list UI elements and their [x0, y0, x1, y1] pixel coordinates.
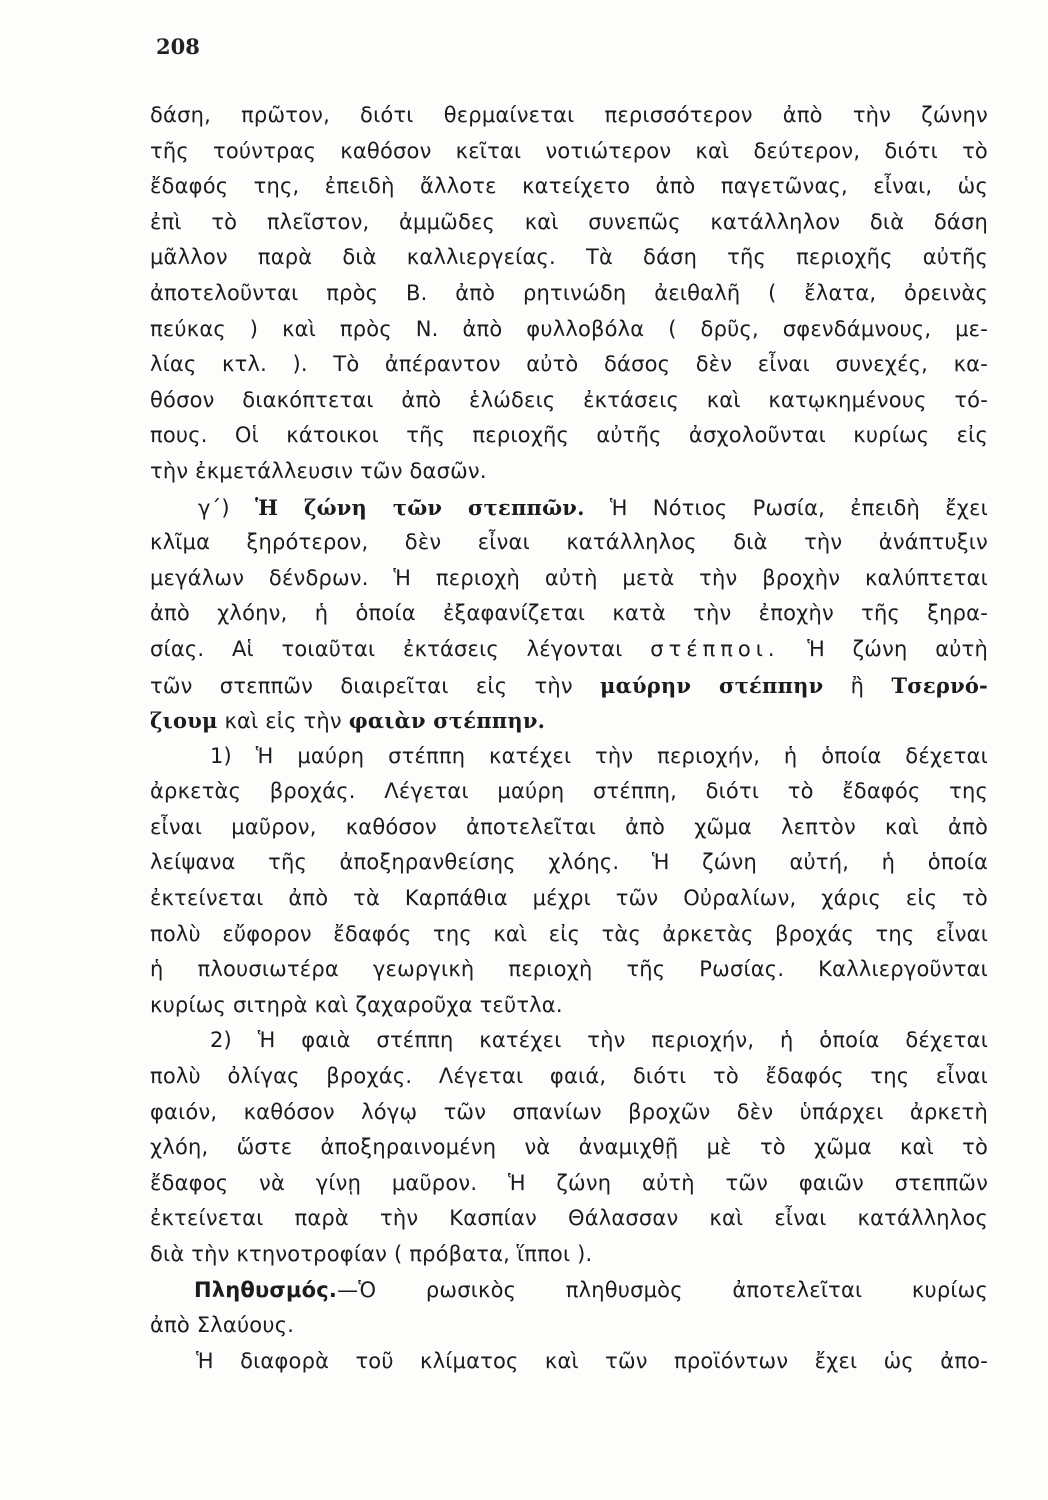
text-line: ἀπὸ χλόην, ἡ ὁποία ἐξαφανίζεται κατὰ τὴν ἐποχὴν τῆς ξηρα-	[150, 601, 988, 626]
text-line: ἔδαφός της, ἐπειδὴ ἄλλοτε κατείχετο ἀπὸ παγετῶνας, εἶναι, ὡς	[150, 174, 988, 199]
bold-term: ζιουμ	[150, 708, 218, 734]
text-line: ἔδαφος νὰ γίνῃ μαῦρον. Ἡ ζώνη αὐτὴ τῶν φαιῶν στεππῶν	[150, 1170, 988, 1195]
bold-term: Τσερνό-	[891, 672, 988, 698]
text-segment: τῶν στεππῶν διαιρεῖται εἰς τὴν	[150, 673, 573, 698]
text-line: χλόη, ὥστε ἀποξηραινομένη νὰ ἀναμιχθῇ μὲ τὸ χῶμα καὶ τὸ	[150, 1135, 988, 1160]
text-line: διὰ τὴν κτηνοτροφίαν ( πρόβατα, ἵπποι ).	[150, 1242, 593, 1266]
text-segment: Ἡ Νότιος Ρωσία, ἐπειδὴ ἔχει	[609, 495, 988, 520]
text-segment: καὶ εἰς τὴν	[224, 709, 342, 734]
text-line: ἐκτείνεται ἀπὸ τὰ Καρπάθια μέχρι τῶν Οὐραλίων, χάρις εἰς τὸ	[150, 886, 988, 911]
bold-term: μαύρην στέππην	[600, 672, 824, 698]
population-heading: Πληθυσμός.	[194, 1277, 338, 1302]
text-line: πους. Οἱ κάτοικοι τῆς περιοχῆς αὐτῆς ἀσχολοῦνται κυρίως εἰς	[150, 423, 988, 448]
section-label: γ΄)	[198, 495, 230, 520]
population-heading-line	[150, 1273, 988, 1309]
text-segment: ἢ	[850, 673, 865, 698]
page-number: 208	[156, 34, 200, 59]
text-segment: —Ὁ ρωσικὸς πληθυσμὸς ἀποτελεῖται κυρίως	[337, 1277, 988, 1302]
text-line: 1) Ἡ μαύρη στέππη κατέχει τὴν περιοχήν, ἡ ὁποία δέχεται	[210, 743, 988, 768]
text-line: θόσον διακόπτεται ἀπὸ ἑλώδεις ἐκτάσεις καὶ κατῳκημένους τό-	[150, 387, 988, 412]
text-line: μεγάλων δένδρων. Ἡ περιοχὴ αὐτὴ μετὰ τὴν βροχὴν καλύπτεται	[150, 565, 988, 590]
text-line: Ἡ διαφορὰ τοῦ κλίματος καὶ τῶν προϊόντων ἔχει ὡς ἀπο-	[196, 1348, 988, 1373]
text-line: 2) Ἡ φαιὰ στέππη κατέχει τὴν περιοχήν, ἡ ὁποία δέχεται	[210, 1028, 988, 1053]
text-line: λείψανα τῆς ἀποξηρανθείσης χλόης. Ἡ ζώνη αὐτή, ἡ ὁποία	[150, 850, 988, 875]
text-line: τῆς τούντρας καθόσον κεῖται νοτιώτερον καὶ δεύτερον, διότι τὸ	[150, 138, 988, 163]
text-line: ἀπὸ Σλαύους.	[150, 1313, 295, 1338]
text-line	[150, 703, 988, 739]
text-line: ἀποτελοῦνται πρὸς Β. ἀπὸ ρητινώδη ἀειθαλῆ ( ἔλατα, ὀρεινὰς	[150, 280, 988, 305]
text-line: πολὺ εὔφορον ἔδαφός της καὶ εἰς τὰς ἀρκετὰς βροχάς της εἶναι	[150, 921, 988, 946]
text-line: τὴν ἐκμετάλλευσιν τῶν δασῶν.	[150, 458, 487, 483]
text-line: εἶναι μαῦρον, καθόσον ἀποτελεῖται ἀπὸ χῶμα λεπτὸν καὶ ἀπὸ	[150, 814, 988, 839]
text-line: δάση, πρῶτον, διότι θερμαίνεται περισσότερον ἀπὸ τὴν ζώνην	[150, 103, 988, 127]
text-line: πεύκας ) καὶ πρὸς Ν. ἀπὸ φυλλοβόλα ( δρῦς, σφενδάμνους, με-	[150, 316, 988, 341]
text-line: κυρίως σιτηρὰ καὶ ζαχαροῦχα τεῦτλα.	[150, 992, 563, 1017]
spaced-term: στέπποι.	[650, 636, 780, 661]
text-line	[150, 668, 988, 704]
text-segment: Ἡ ζώνη αὐτὴ	[807, 636, 988, 661]
text-segment: σίας. Αἱ τοιαῦται ἐκτάσεις λέγονται	[150, 636, 623, 661]
text-line: πολὺ ὀλίγας βροχάς. Λέγεται φαιά, διότι τὸ ἔδαφός της εἶναι	[150, 1064, 988, 1089]
section-heading-line	[150, 490, 988, 526]
body-text	[150, 98, 988, 1379]
text-line: κλῖμα ξηρότερον, δὲν εἶναι κατάλληλος διὰ τὴν ἀνάπτυξιν	[150, 530, 988, 555]
text-line: φαιόν, καθόσον λόγῳ τῶν σπανίων βροχῶν δὲν ὑπάρχει ἀρκετὴ	[150, 1099, 988, 1124]
text-line: λίας κτλ. ). Τὸ ἀπέραντον αὐτὸ δάσος δὲν εἶναι συνεχές, κα-	[150, 352, 988, 377]
text-line: ἐκτείνεται παρὰ τὴν Κασπίαν Θάλασσαν καὶ εἶναι κατάλληλος	[150, 1206, 988, 1231]
text-line	[150, 632, 988, 668]
text-line: ἐπὶ τὸ πλεῖστον, ἀμμῶδες καὶ συνεπῶς κατάλληλον διὰ δάση	[150, 209, 988, 234]
bold-term: φαιὰν στέππην.	[348, 708, 546, 734]
text-line: ἀρκετὰς βροχάς. Λέγεται μαύρη στέππη, διότι τὸ ἔδαφός της	[150, 779, 988, 804]
section-heading: Ἡ ζώνη τῶν στεππῶν.	[254, 494, 585, 520]
text-line: μᾶλλον παρὰ διὰ καλλιεργείας. Τὰ δάση τῆς περιοχῆς αὐτῆς	[150, 245, 988, 270]
text-line: ἡ πλουσιωτέρα γεωργικὴ περιοχὴ τῆς Ρωσίας. Καλλιεργοῦνται	[150, 957, 988, 982]
